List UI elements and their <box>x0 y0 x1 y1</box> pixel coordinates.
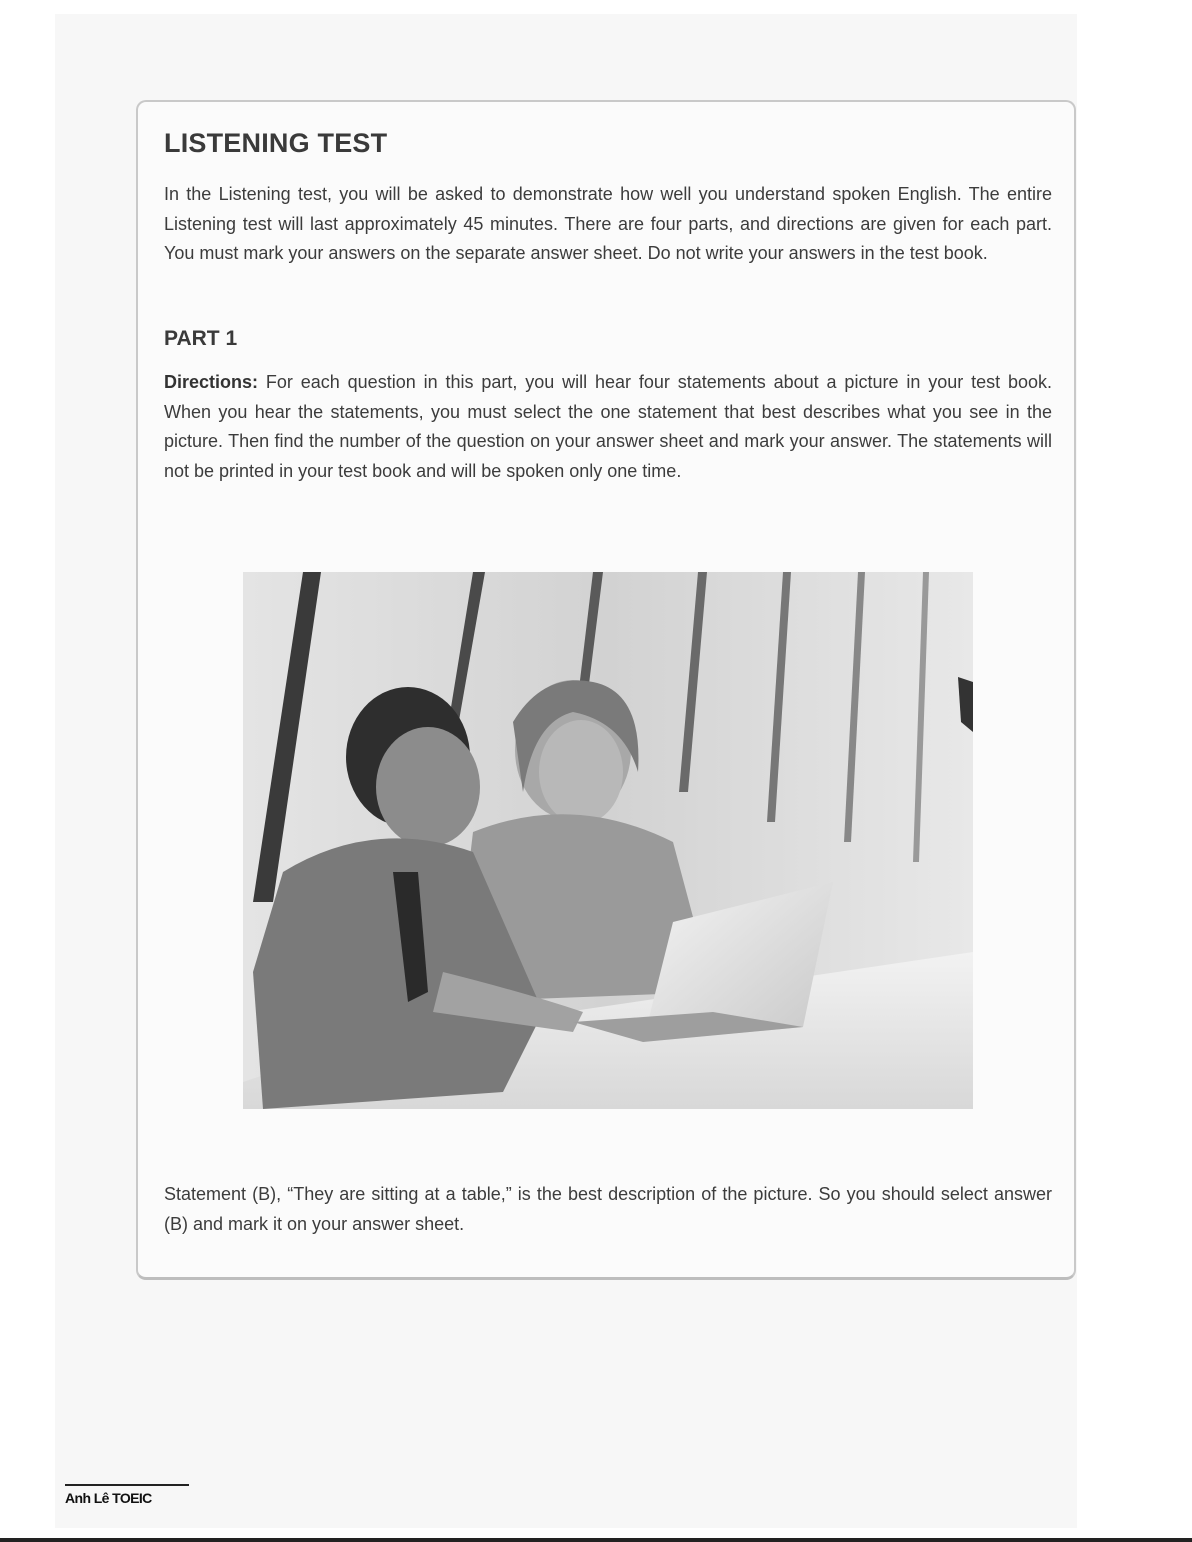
photo-illustration <box>243 572 973 1109</box>
intro-paragraph: In the Listening test, you will be asked to demonstrate how well you understand spoken English. The entire Listening test will last approximately 45 minutes. There are four parts, and directions are given for each part. You must mark your answers on the separate answer sheet. Do not write your answers in the test book. <box>164 184 1052 263</box>
directions-label: Directions: <box>164 372 259 392</box>
bottom-border <box>0 1538 1192 1542</box>
example-photo <box>243 572 973 1109</box>
part-1-directions <box>164 368 1052 486</box>
example-statement: Statement (B), “They are sitting at a table,” is the best description of the picture. So you should select answer (B) and mark it on your answer sheet. <box>164 1184 1052 1234</box>
directions-text: For each question in this part, you will hear four statements about a picture in your test book. When you hear the statements, you must select the one statement that best describes what you see in the picture. Then find the number of the question on your answer sheet and mark your answer. The statements will not be printed in your test book and will be spoken only one time. <box>164 372 1052 481</box>
page-title: LISTENING TEST <box>164 128 388 158</box>
footer-brand: Anh Lê TOEIC <box>65 1484 189 1506</box>
part-1-heading: PART 1 <box>164 327 238 350</box>
